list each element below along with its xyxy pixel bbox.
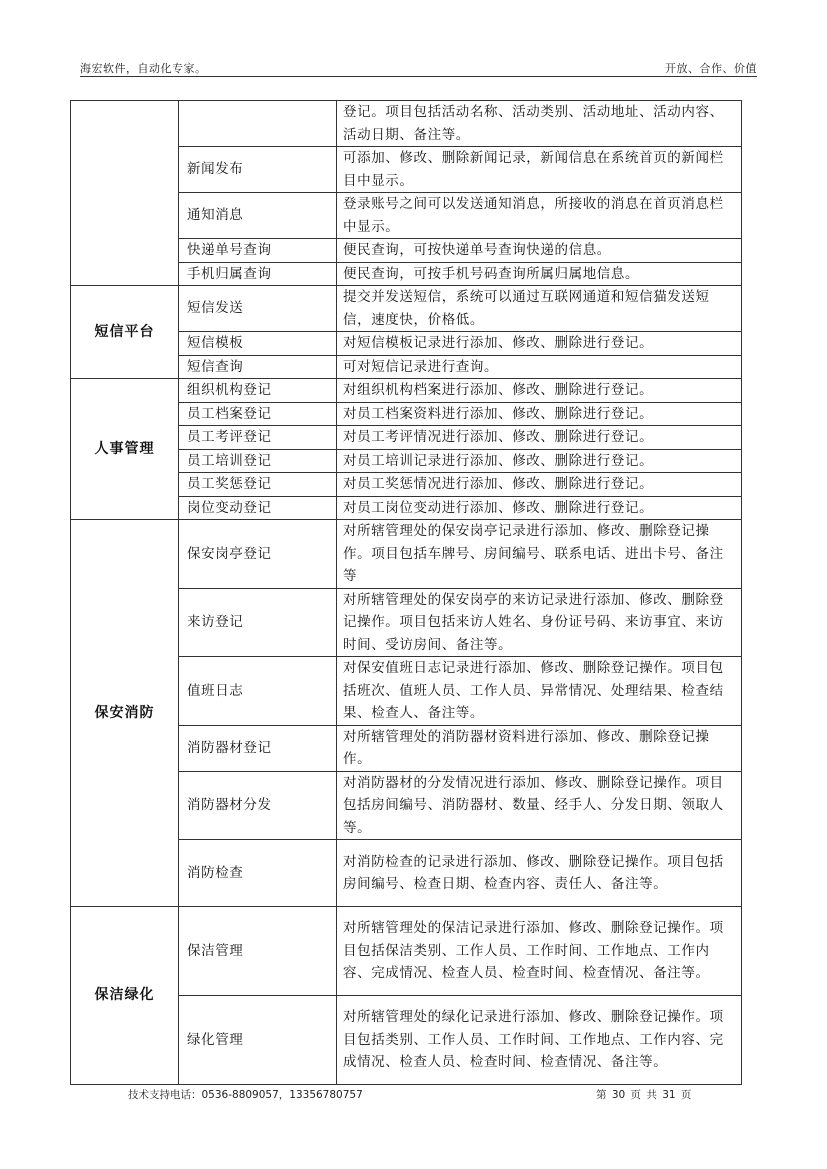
description-cell: 对员工考评情况进行添加、修改、删除进行登记。	[337, 426, 742, 450]
description-cell: 对员工培训记录进行添加、修改、删除进行登记。	[337, 449, 742, 473]
description-cell: 登记。项目包括活动名称、活动类别、活动地址、活动内容、活动日期、备注等。	[337, 101, 742, 147]
function-cell: 来访登记	[179, 588, 337, 657]
description-cell: 登录账号之间可以发送通知消息，所接收的消息在首页消息栏中显示。	[337, 193, 742, 239]
description-cell: 对所辖管理处的绿化记录进行添加、修改、删除登记操作。项目包括类别、工作人员、工作时间、工作地点、工作内容、完成情况、检查人员、检查时间、检查情况、备注等。	[337, 996, 742, 1085]
description-cell: 对员工档案资料进行添加、修改、删除进行登记。	[337, 402, 742, 426]
description-cell: 可添加、修改、删除新闻记录，新闻信息在系统首页的新闻栏目中显示。	[337, 147, 742, 193]
description-cell: 对所辖管理处的保洁记录进行添加、修改、删除登记操作。项目包括保洁类别、工作人员、工作时间、工作地点、工作内容、完成情况、检查人员、检查时间、检查情况、备注等。	[337, 907, 742, 996]
function-cell: 短信发送	[179, 286, 337, 332]
description-cell: 对组织机构档案进行添加、修改、删除进行登记。	[337, 379, 742, 403]
description-cell: 对消防器材的分发情况进行添加、修改、删除登记操作。项目包括房间编号、消防器材、数量、经手人、分发日期、领取人等。	[337, 771, 742, 840]
page-number: 第 30 页 共 31 页	[596, 1089, 692, 1101]
table-row	[71, 907, 742, 996]
description-cell: 对员工奖惩情况进行添加、修改、删除进行登记。	[337, 473, 742, 497]
feature-table	[70, 100, 742, 1085]
table-row	[71, 101, 742, 147]
category-cell: 保安消防	[71, 520, 179, 907]
description-cell: 对所辖管理处的消防器材资料进行添加、修改、删除登记操作。	[337, 725, 742, 771]
function-cell: 保洁管理	[179, 907, 337, 996]
category-cell: 人事管理	[71, 379, 179, 520]
description-cell: 对消防检查的记录进行添加、修改、删除登记操作。项目包括房间编号、检查日期、检查内容、责任人、备注等。	[337, 840, 742, 907]
function-cell: 员工考评登记	[179, 426, 337, 450]
function-cell: 消防器材分发	[179, 771, 337, 840]
page-header	[80, 58, 757, 76]
function-cell: 短信模板	[179, 332, 337, 356]
description-cell: 提交并发送短信，系统可以通过互联网通道和短信猫发送短信，速度快，价格低。	[337, 286, 742, 332]
description-cell: 对保安值班日志记录进行添加、修改、删除登记操作。项目包括班次、值班人员、工作人员、异常情况、处理结果、检查结果、检查人、备注等。	[337, 657, 742, 726]
description-cell: 对员工岗位变动进行添加、修改、删除进行登记。	[337, 496, 742, 520]
function-cell: 保安岗亭登记	[179, 520, 337, 589]
description-cell: 便民查询，可按手机号码查询所属归属地信息。	[337, 262, 742, 286]
description-cell: 对短信模板记录进行添加、修改、删除进行登记。	[337, 332, 742, 356]
function-cell: 手机归属查询	[179, 262, 337, 286]
function-cell: 员工档案登记	[179, 402, 337, 426]
function-cell: 组织机构登记	[179, 379, 337, 403]
function-cell: 快递单号查询	[179, 239, 337, 263]
function-cell: 消防检查	[179, 840, 337, 907]
header-divider	[80, 76, 757, 77]
function-cell: 岗位变动登记	[179, 496, 337, 520]
function-cell: 员工培训登记	[179, 449, 337, 473]
category-cell: 保洁绿化	[71, 907, 179, 1085]
function-cell: 新闻发布	[179, 147, 337, 193]
description-cell: 便民查询，可按快递单号查询快递的信息。	[337, 239, 742, 263]
function-cell: 员工奖惩登记	[179, 473, 337, 497]
support-phone: 技术支持电话：0536-8809057，13356780757	[128, 1089, 363, 1101]
category-cell	[71, 101, 179, 286]
function-cell: 消防器材登记	[179, 725, 337, 771]
function-cell: 值班日志	[179, 657, 337, 726]
function-cell: 绿化管理	[179, 996, 337, 1085]
category-cell: 短信平台	[71, 286, 179, 379]
description-cell: 可对短信记录进行查询。	[337, 355, 742, 379]
description-cell: 对所辖管理处的保安岗亭的来访记录进行添加、修改、删除登记操作。项目包括来访人姓名、身份证号码、来访事宜、来访时间、受访房间、备注等。	[337, 588, 742, 657]
header-values: 开放、合作、价值	[665, 62, 757, 75]
function-cell: 通知消息	[179, 193, 337, 239]
table-row	[71, 286, 742, 332]
table-row	[71, 520, 742, 589]
function-cell	[179, 101, 337, 147]
table-row	[71, 379, 742, 403]
description-cell: 对所辖管理处的保安岗亭记录进行添加、修改、删除登记操作。项目包括车牌号、房间编号、联系电话、进出卡号、备注等	[337, 520, 742, 589]
function-cell: 短信查询	[179, 355, 337, 379]
header-slogan: 海宏软件，自动化专家。	[80, 62, 207, 75]
